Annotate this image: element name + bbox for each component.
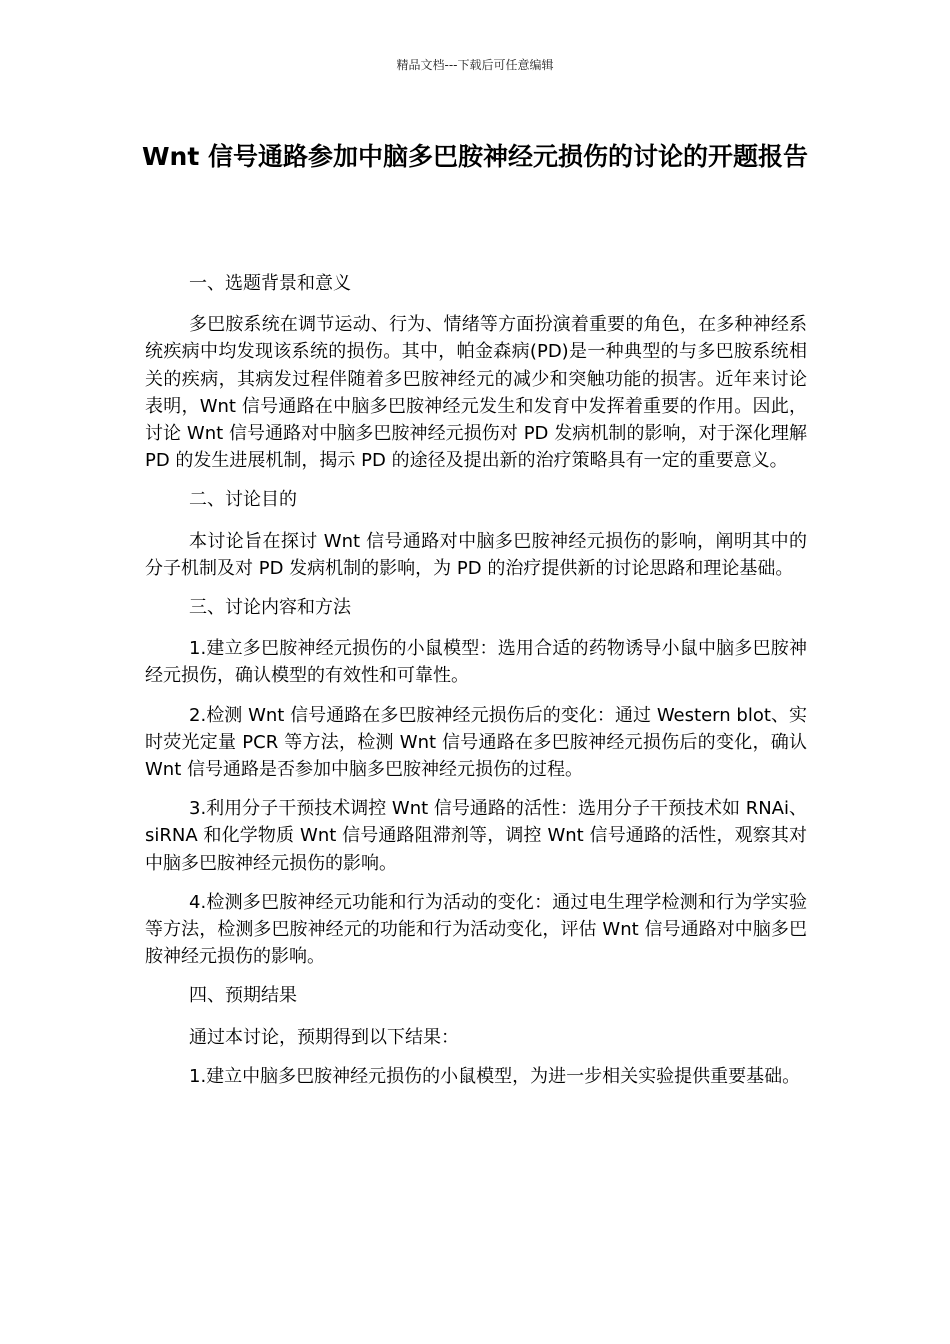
paragraph-method-4: 4.检测多巴胺神经元功能和行为活动的变化：通过电生理学检测和行为学实验等方法，检测多巴胺神经元的功能和行为活动变化，评估 Wnt 信号通路对中脑多巴胺神经元损伤的影响。: [145, 891, 807, 968]
section-heading-background: 一、选题背景和意义: [189, 273, 351, 294]
document-body: [145, 270, 807, 1102]
paragraph-method-2: 2.检测 Wnt 信号通路在多巴胺神经元损伤后的变化：通过 Western blot、实时荧光定量 PCR 等方法，检测 Wnt 信号通路在多巴胺神经元损伤后的变化，确认 Wnt 信号通路是否参加中脑多巴胺神经元损伤的过程。: [145, 704, 807, 781]
paragraph-result-1: 1.建立中脑多巴胺神经元损伤的小鼠模型，为进一步相关实验提供重要基础。: [189, 1065, 801, 1087]
paragraph-results-intro: 通过本讨论，预期得到以下结果：: [189, 1026, 459, 1048]
paragraph-method-1: 1.建立多巴胺神经元损伤的小鼠模型：选用合适的药物诱导小鼠中脑多巴胺神经元损伤，确认模型的有效性和可靠性。: [145, 638, 807, 687]
section-heading-results: 四、预期结果: [189, 985, 297, 1007]
paragraph-aim: 本讨论旨在探讨 Wnt 信号通路对中脑多巴胺神经元损伤的影响，阐明其中的分子机制及对 PD 发病机制的影响，为 PD 的治疗提供新的讨论思路和理论基础。: [145, 530, 807, 579]
header-note: 精品文档---下载后可任意编辑: [396, 58, 554, 72]
paragraph-background: 多巴胺系统在调节运动、行为、情绪等方面扮演着重要的角色，在多种神经系统疾病中均发现该系统的损伤。其中，帕金森病(PD)是一种典型的与多巴胺系统相关的疾病，其病发过程伴随着多巴胺神经元的减少和突触功能的损害。近年来讨论表明，Wnt 信号通路在中脑多巴胺神经元发生和发育中发挥着重要的作用。因此，讨论 Wnt 信号通路对中脑多巴胺神经元损伤对 PD 发病机制的影响，对于深化理解 PD 的发生进展机制，揭示 PD 的途径及提出新的治疗策略具有一定的重要意义。: [145, 314, 807, 472]
section-heading-aim: 二、讨论目的: [189, 489, 297, 511]
section-heading-methods: 三、讨论内容和方法: [189, 597, 351, 619]
paragraph-method-3: 3.利用分子干预技术调控 Wnt 信号通路的活性：选用分子干预技术如 RNAi、siRNA 和化学物质 Wnt 信号通路阻滞剂等，调控 Wnt 信号通路的活性，观察其对中脑多巴胺神经元损伤的影响。: [145, 798, 807, 874]
document-title: Wnt 信号通路参加中脑多巴胺神经元损伤的讨论的开题报告: [141, 142, 809, 171]
